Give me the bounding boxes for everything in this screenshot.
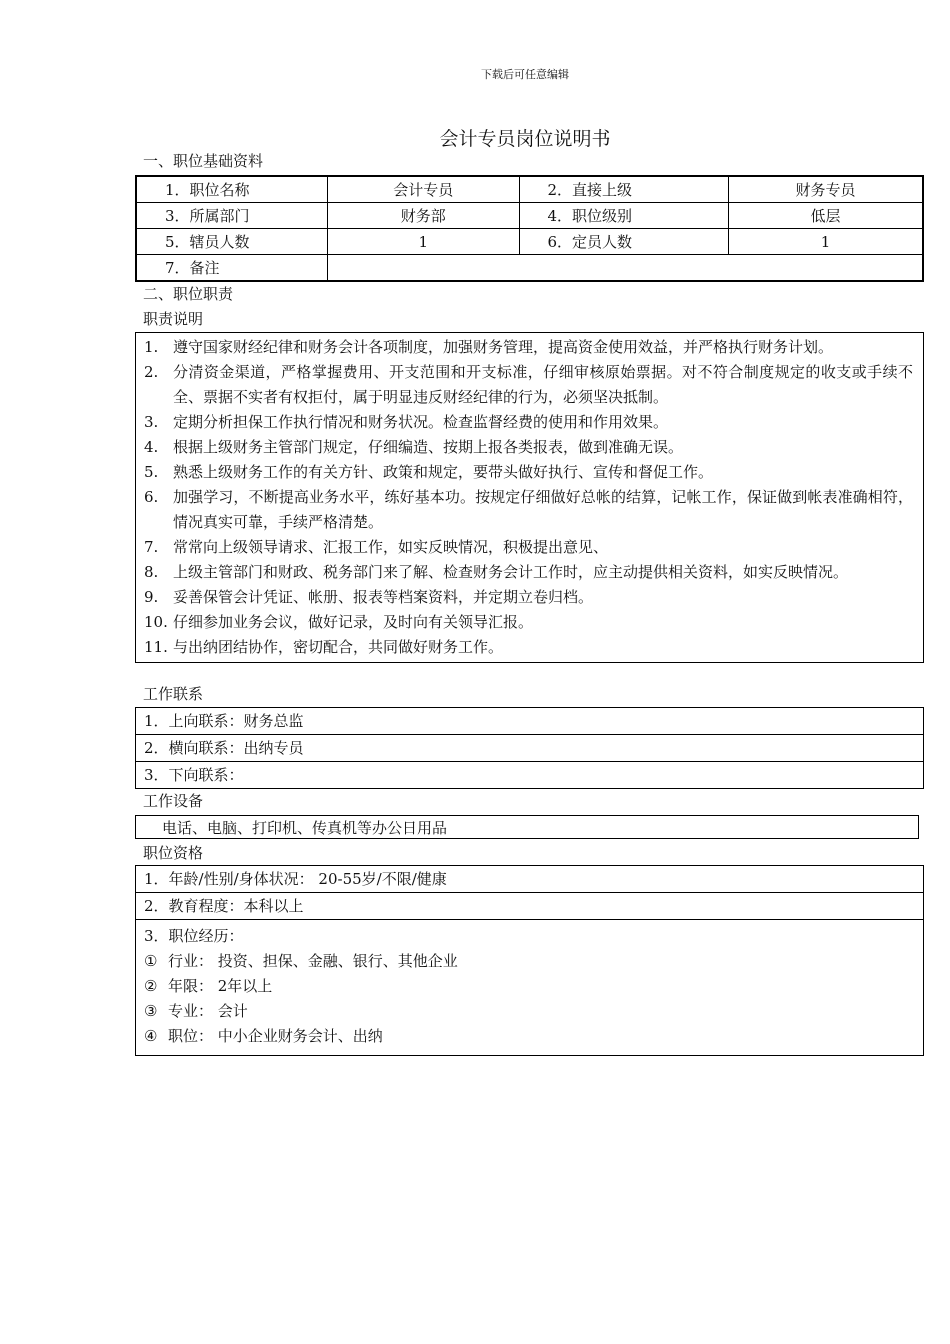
duty-text: 根据上级财务主管部门规定，仔细编造、按期上报各类报表，做到准确无误。 — [173, 438, 684, 456]
field-label-remark: 7．备注 — [136, 255, 328, 282]
relation-upward: 1．上向联系：财务总监 — [136, 708, 923, 735]
list-item — [136, 949, 923, 974]
field-label-position-level: 4．职位级别 — [519, 203, 729, 229]
list-item — [144, 560, 913, 585]
table-row — [136, 255, 923, 282]
qualification-age-gender-health: 1．年龄/性别/身体状况： 20-55岁/不限/健康 — [136, 866, 923, 893]
field-label-department: 3．所属部门 — [136, 203, 328, 229]
table-row — [136, 203, 923, 229]
circled-number-marker: ③ — [144, 1002, 158, 1020]
relations-heading: 工作联系 — [143, 685, 204, 703]
circled-number-marker: ① — [144, 952, 158, 970]
duty-text: 妥善保管会计凭证、帐册、报表等档案资料，并定期立卷归档。 — [173, 588, 594, 606]
duty-number: 8. — [144, 563, 159, 581]
list-item — [144, 410, 913, 435]
list-item — [144, 435, 913, 460]
list-item — [144, 610, 913, 635]
field-value-direct-superior: 财务专员 — [729, 176, 923, 203]
duties-list — [135, 332, 924, 663]
section-duties-heading: 二、职位职责 — [143, 285, 234, 303]
field-value-position-name: 会计专员 — [328, 176, 519, 203]
relation-lateral: 2．横向联系：出纳专员 — [136, 735, 923, 762]
experience-block — [136, 920, 923, 1055]
list-item — [144, 535, 913, 560]
experience-years: 年限： 2年以上 — [168, 977, 273, 995]
duty-number: 4. — [144, 438, 159, 456]
qualification-table — [135, 865, 924, 1056]
field-value-headcount: 1 — [729, 229, 923, 255]
list-item — [144, 485, 913, 535]
equipment-box: 电话、电脑、打印机、传真机等办公日用品 — [135, 815, 919, 839]
duty-number: 11. — [144, 638, 168, 656]
field-value-subordinates: 1 — [328, 229, 519, 255]
duty-text: 定期分析担保工作执行情况和财务状况。检查监督经费的使用和作用效果。 — [173, 413, 669, 431]
experience-position: 职位： 中小企业财务会计、出纳 — [168, 1027, 383, 1045]
duty-text: 加强学习，不断提高业务水平，练好基本功。按规定仔细做好总帐的结算，记帐工作，保证做到帐表准确相符，情况真实可靠，手续严格清楚。 — [173, 488, 913, 531]
duty-text: 上级主管部门和财政、税务部门来了解、检查财务会计工作时，应主动提供相关资料，如实反映情况。 — [173, 563, 849, 581]
field-value-position-level: 低层 — [729, 203, 923, 229]
duty-number: 9. — [144, 588, 159, 606]
field-label-headcount: 6．定员人数 — [519, 229, 729, 255]
list-item — [136, 1024, 923, 1049]
duties-subheading: 职责说明 — [143, 310, 204, 328]
circled-number-marker: ② — [144, 977, 158, 995]
duty-text: 分清资金渠道，严格掌握费用、开支范围和开支标准，仔细审核原始票据。对不符合制度规定的收支或手续不全、票据不实者有权拒付，属于明显违反财经纪律的行为，必须坚决抵制。 — [173, 363, 913, 406]
duty-number: 2. — [144, 363, 159, 381]
list-item — [136, 974, 923, 999]
experience-label: 3．职位经历： — [144, 927, 244, 945]
field-label-direct-superior: 2．直接上级 — [519, 176, 729, 203]
field-label-position-name: 1．职位名称 — [136, 176, 328, 203]
list-item — [144, 460, 913, 485]
relation-downward: 3．下向联系： — [144, 766, 244, 784]
field-label-subordinates: 5．辖员人数 — [136, 229, 328, 255]
duty-text: 遵守国家财经纪律和财务会计各项制度，加强财务管理，提高资金使用效益，并严格执行财务计划。 — [173, 338, 834, 356]
table-row — [136, 229, 923, 255]
field-value-department: 财务部 — [328, 203, 519, 229]
field-value-remark — [328, 255, 923, 282]
header-note: 下载后可任意编辑 — [481, 68, 569, 81]
list-item — [144, 360, 913, 410]
section-basic-info-heading: 一、职位基础资料 — [143, 152, 264, 170]
document-title: 会计专员岗位说明书 — [439, 128, 611, 150]
list-item — [136, 999, 923, 1024]
relations-table — [135, 707, 924, 789]
duty-number: 10. — [144, 613, 168, 631]
qualification-education: 2．教育程度：本科以上 — [136, 893, 923, 920]
experience-major: 专业： 会计 — [168, 1002, 248, 1020]
duty-number: 6. — [144, 488, 159, 506]
table-row — [136, 176, 923, 203]
duty-text: 仔细参加业务会议，做好记录，及时向有关领导汇报。 — [173, 613, 534, 631]
list-item — [144, 335, 913, 360]
list-item — [144, 585, 913, 610]
list-item — [144, 635, 913, 660]
duty-number: 3. — [144, 413, 159, 431]
duty-number: 7. — [144, 538, 159, 556]
duty-text: 与出纳团结协作，密切配合，共同做好财务工作。 — [173, 638, 504, 656]
basic-info-table — [135, 175, 924, 282]
duty-number: 5. — [144, 463, 159, 481]
circled-number-marker: ④ — [144, 1027, 158, 1045]
qualification-heading: 职位资格 — [143, 844, 204, 862]
duty-number: 1. — [144, 338, 159, 356]
duty-text: 常常向上级领导请求、汇报工作，如实反映情况，积极提出意见、 — [173, 538, 609, 556]
equipment-heading: 工作设备 — [143, 792, 204, 810]
experience-industry: 行业： 投资、担保、金融、银行、其他企业 — [168, 952, 458, 970]
duty-text: 熟悉上级财务工作的有关方针、政策和规定，要带头做好执行、宣传和督促工作。 — [173, 463, 714, 481]
